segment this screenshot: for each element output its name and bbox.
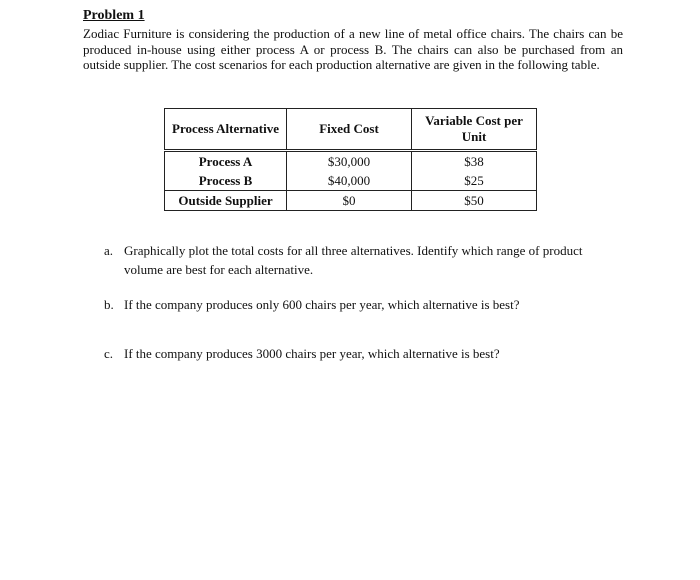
cell-fixed-cost: $0 — [287, 191, 412, 211]
question-a — [104, 241, 624, 279]
cost-table — [164, 108, 537, 211]
table-row — [165, 151, 537, 172]
cell-alternative: Outside Supplier — [165, 191, 287, 211]
question-c — [104, 344, 624, 363]
header-process-alternative: Process Alternative — [165, 109, 287, 151]
cell-alternative: Process B — [165, 171, 287, 191]
cost-table-header-row — [165, 109, 537, 151]
question-c-text: If the company produces 3000 chairs per year, which alternative is best? — [124, 346, 500, 361]
cell-alternative: Process A — [165, 151, 287, 172]
header-fixed-cost: Fixed Cost — [287, 109, 412, 151]
problem-intro: Zodiac Furniture is considering the production of a new line of metal office chairs. The chairs can be produced in-house using either process A or process B. The chairs can also be purchased from an outside supplier. The cost scenarios for each production alternative are given in the following table. — [83, 26, 623, 72]
cell-fixed-cost: $30,000 — [287, 151, 412, 172]
cell-fixed-cost: $40,000 — [287, 171, 412, 191]
cell-variable-cost: $50 — [412, 191, 537, 211]
table-row — [165, 191, 537, 211]
problem-title: Problem 1 — [83, 8, 145, 23]
cell-variable-cost: $25 — [412, 171, 537, 191]
question-b-label: b. — [104, 297, 114, 312]
question-a-label: a. — [104, 243, 114, 258]
cell-variable-cost: $38 — [412, 151, 537, 172]
question-c-label: c. — [104, 346, 114, 361]
question-a-line2: volume are best for each alternative. — [124, 262, 314, 277]
question-a-line1: Graphically plot the total costs for all three alternatives. Identify which range of product — [124, 243, 583, 258]
table-row — [165, 171, 537, 191]
question-b — [104, 295, 624, 314]
header-variable-cost: Variable Cost per Unit — [412, 109, 537, 151]
question-b-text: If the company produces only 600 chairs per year, which alternative is best? — [124, 297, 520, 312]
